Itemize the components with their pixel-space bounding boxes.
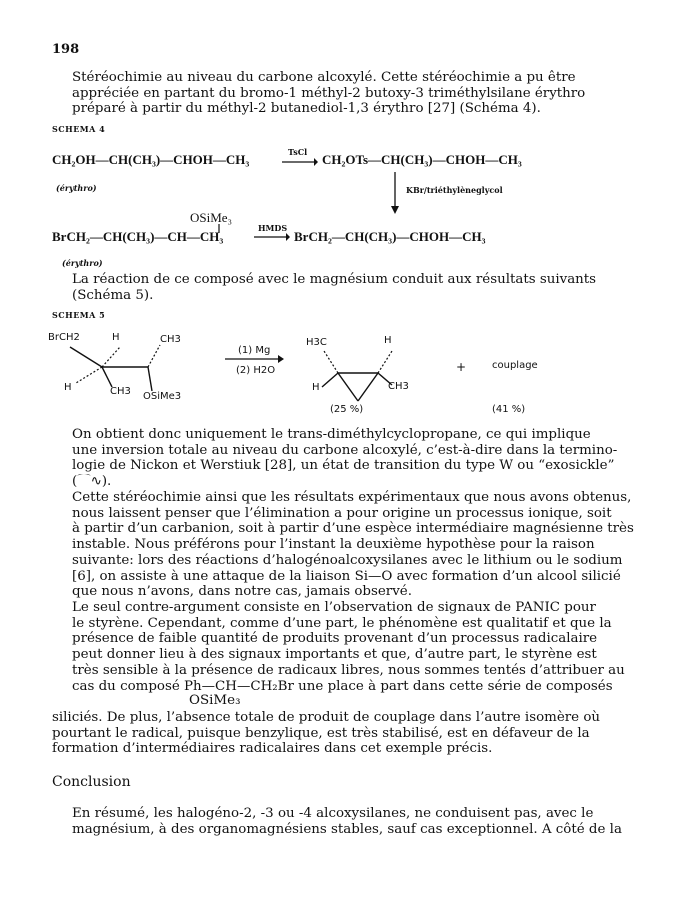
ch3-label: CH3 <box>110 386 131 397</box>
reaction-arrow-1 <box>282 158 318 166</box>
mg-condition: (1) Mg <box>238 345 271 356</box>
kbr-reagent: KBr/triéthylèneglycol <box>406 185 503 195</box>
yield-coupling: (41 %) <box>492 404 526 415</box>
paragraph-panic-continuation <box>52 710 634 757</box>
text-line: (⌒∿). <box>72 474 112 490</box>
text-line: logie de Nickon et Werstiuk [28], un état de transition du type W ou “exosickle” <box>72 458 615 474</box>
plus-sign: + <box>456 360 467 374</box>
text-line: peut donner lieu à des signaux importants et que, d’autre part, le styrène est <box>72 647 597 663</box>
coupling-product: couplage <box>492 360 538 371</box>
schema-4-silyl-ether: BrCH₂—CH(CH₃)—CH—CH₃ <box>52 229 224 244</box>
text-line: magnésium, à des organomagnésiens stables, sauf cas exceptionnel. A côté de la <box>72 821 622 837</box>
ch3-label: CH3 <box>388 381 409 392</box>
vertical-reaction-arrow <box>390 172 400 214</box>
text-line: La réaction de ce composé avec le magnésium conduit aux résultats suivants <box>72 272 597 287</box>
osime3-label: OSiMe3 <box>143 391 182 402</box>
h-label: H <box>112 332 120 343</box>
schema-5-label: SCHEMA 5 <box>52 310 106 320</box>
yield-cyclopropane: (25 %) <box>330 404 364 415</box>
reaction-arrow-2 <box>254 233 290 241</box>
erythro-label-2: (érythro) <box>62 258 103 268</box>
schema-4-tosylate: CH₂OTs—CH(CH₃)—CHOH—CH₃ <box>322 152 522 167</box>
tscl-reagent: TsCl <box>288 147 308 157</box>
text-line: présence de faible quantité de produits provenant d’un processus radicalaire <box>72 631 598 647</box>
text-line: préparé à partir du méthyl-2 butanediol-1,3 érythro [27] (Schéma 4). <box>72 101 541 117</box>
text-line: Le seul contre-argument consiste en l’observation de signaux de PANIC pour <box>72 600 596 615</box>
text-line: une inversion totale au niveau du carbone alcoxylé, c’est-à-dire dans la termino- <box>72 442 618 458</box>
text-line: le styrène. Cependant, comme d’une part, le phénomène est qualitatif et que la <box>72 615 612 631</box>
hmds-reagent: HMDS <box>258 223 288 233</box>
h-label: H <box>312 382 320 393</box>
text-line: formation d’intermédiaires radicalaires dans cet exemple précis. <box>52 741 493 757</box>
text-line: nous laissent penser que l’élimination a pour origine un processus ionique, soit <box>72 505 612 521</box>
brch2-label: BrCH2 <box>48 332 80 343</box>
schema-4-label: SCHEMA 4 <box>52 124 106 134</box>
text-line: (Schéma 5). <box>72 287 154 303</box>
text-line: Stéréochimie au niveau du carbone alcoxylé. Cette stéréochimie a pu être <box>72 70 576 85</box>
text-line: à partir d’un carbanion, soit à partir d’une espèce intermédiaire magnésienne très <box>72 521 634 537</box>
paragraph-trans-product <box>52 427 634 490</box>
text-line: siliciés. De plus, l’absence totale de produit de couplage dans l’autre isomère où <box>52 710 601 725</box>
schema-4-reactant: CH₂OH—CH(CH₃)—CHOH—CH₃ <box>52 152 250 167</box>
ch3-label: CH3 <box>160 334 181 345</box>
osime3-substituent: OSiMe₃ <box>190 210 233 225</box>
text-line: En résumé, les halogéno-2, -3 ou -4 alcoxysilanes, ne conduisent pas, avec le <box>72 806 594 821</box>
h2o-condition: (2) H2O <box>236 365 276 376</box>
text-line: On obtient donc uniquement le trans-diméthylcyclopropane, ce qui implique <box>72 427 591 442</box>
text-line: pourtant le radical, puisque benzylique, est très stabilisé, est en défaveur de la <box>52 725 590 741</box>
paragraph-panic-argument <box>52 600 634 694</box>
text-line: suivante: lors des réactions d’halogénoalcoxysilanes avec le lithium ou le sodium <box>72 552 623 568</box>
h-label: H <box>384 335 392 346</box>
erythro-label-1: (érythro) <box>56 183 97 193</box>
osime3-substituent: OSiMe₃ <box>189 693 241 708</box>
paragraph-conclusion <box>52 806 634 837</box>
text-line: [6], on assiste à une attaque de la liaison Si—O avec formation d’un alcool silicié <box>72 568 621 584</box>
paragraph-magnesium-reaction <box>52 272 634 303</box>
text-line: appréciée en partant du bromo-1 méthyl-2 butoxy-3 triméthylsilane érythro <box>72 85 586 101</box>
page-number: 198 <box>52 42 80 57</box>
text-line: que nous n’avons, dans notre cas, jamais observé. <box>72 584 412 600</box>
h3c-label: H3C <box>306 337 327 348</box>
bond-line <box>217 224 221 233</box>
paragraph-stereochemistry-intro <box>52 70 634 117</box>
text-line: instable. Nous préférons pour l’instant la deuxième hypothèse pour la raison <box>72 537 595 553</box>
text-line: Cette stéréochimie ainsi que les résultats expérimentaux que nous avons obtenus, <box>72 490 632 505</box>
conclusion-heading: Conclusion <box>52 774 131 790</box>
text-line: cas du composé Ph—CH—CH₂Br une place à part dans cette série de composés <box>72 678 613 694</box>
paragraph-ionic-mechanism <box>52 490 634 600</box>
text-line: très sensible à la présence de radicaux libres, nous sommes tentés d’attribuer au <box>72 662 625 678</box>
h-label: H <box>64 382 72 393</box>
schema-4-bromohydrin: BrCH₂—CH(CH₃)—CHOH—CH₃ <box>294 229 486 244</box>
